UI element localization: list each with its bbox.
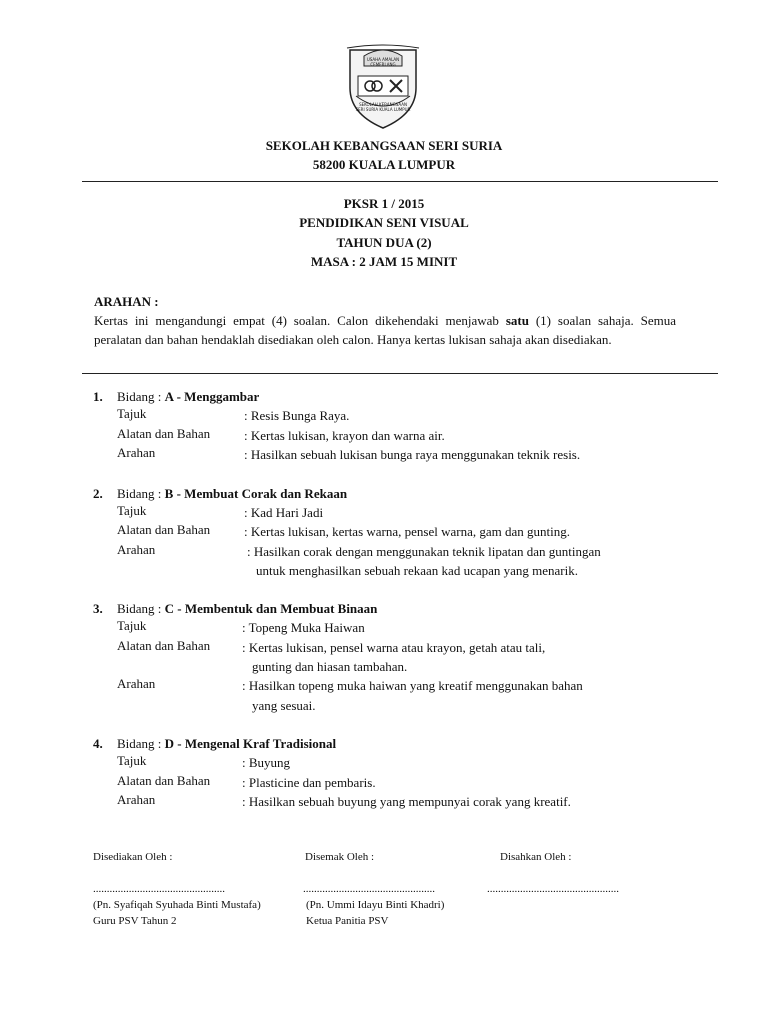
approved-by-label: Disahkan Oleh : — [500, 851, 572, 863]
checked-by-label: Disemak Oleh : — [305, 851, 375, 863]
question-number: 2. — [93, 486, 103, 501]
instructions-text-part-1: Kertas ini mengandungi empat (4) soalan. Calon dikehendaki menjawab — [94, 313, 506, 328]
tajuk-label: Tajuk — [117, 406, 147, 421]
crest-motto: USAHA AMALAN CEMERLANG — [366, 57, 400, 67]
prepared-by-label: Disediakan Oleh : — [93, 851, 173, 863]
school-crest-icon — [344, 44, 422, 130]
arahan-value-cont: yang sesuai. — [252, 698, 316, 713]
alatan-value: : Kertas lukisan, pensel warna atau krayon, getah atau tali, — [242, 640, 546, 655]
prepared-by-role: Guru PSV Tahun 2 — [93, 915, 177, 927]
arahan-label: Arahan — [117, 542, 156, 557]
crest-ring-text: SEKOLAH KEBANGSAAN SERI SURIA KUALA LUMPUR — [355, 102, 411, 112]
tajuk-label: Tajuk — [117, 753, 147, 768]
tajuk-value: : Topeng Muka Haiwan — [242, 620, 365, 635]
bidang-prefix: Bidang : — [117, 601, 165, 616]
arahan-value: : Hasilkan sebuah lukisan bunga raya menggunakan teknik resis. — [244, 447, 581, 462]
tajuk-label: Tajuk — [117, 503, 147, 518]
instructions-heading: ARAHAN : — [94, 294, 159, 309]
alatan-value: : Plasticine dan pembaris. — [242, 775, 376, 790]
arahan-label: Arahan — [117, 445, 156, 460]
bidang-title: A - Menggambar — [164, 389, 260, 404]
arahan-value: : Hasilkan corak dengan menggunakan teknik lipatan dan guntingan — [247, 544, 601, 559]
tajuk-value: : Kad Hari Jadi — [244, 505, 324, 520]
instructions-text-part-2: (1) soalan sahaja. Semua peralatan dan bahan hendaklah disediakan oleh calon. Hanya kertas lukisan sahaja akan disediakan. — [94, 313, 676, 347]
bidang-prefix: Bidang : — [117, 486, 165, 501]
alatan-value-cont: gunting dan hiasan tambahan. — [252, 659, 408, 674]
prepared-by-name: (Pn. Syafiqah Syuhada Binti Mustafa) — [93, 899, 261, 911]
tajuk-value: : Resis Bunga Raya. — [244, 408, 350, 423]
tajuk-label: Tajuk — [117, 618, 147, 633]
bidang-prefix: Bidang : — [117, 389, 165, 404]
question-number: 3. — [93, 601, 103, 616]
arahan-value: : Hasilkan sebuah buyung yang mempunyai corak yang kreatif. — [242, 794, 571, 809]
instructions-text — [94, 311, 676, 349]
bidang-title: D - Mengenal Kraf Tradisional — [164, 736, 337, 751]
arahan-value: : Hasilkan topeng muka haiwan yang kreatif menggunakan bahan — [242, 678, 583, 693]
alatan-label: Alatan dan Bahan — [117, 638, 211, 653]
instructions-divider — [82, 373, 718, 374]
school-address: 58200 KUALA LUMPUR — [312, 157, 456, 172]
school-name: SEKOLAH KEBANGSAAN SERI SURIA — [265, 138, 503, 153]
bidang-title: B - Membuat Corak dan Rekaan — [164, 486, 348, 501]
approved-signature-line: ................................................ — [487, 883, 619, 895]
exam-code: PKSR 1 / 2015 — [343, 196, 425, 211]
bidang-prefix: Bidang : — [117, 736, 165, 751]
question-number: 1. — [93, 389, 103, 404]
exam-subject: PENDIDIKAN SENI VISUAL — [299, 215, 469, 230]
header-divider — [82, 181, 718, 182]
alatan-value: : Kertas lukisan, krayon dan warna air. — [244, 428, 445, 443]
alatan-label: Alatan dan Bahan — [117, 773, 211, 788]
checked-by-name: (Pn. Ummi Idayu Binti Khadri) — [306, 899, 445, 911]
alatan-label: Alatan dan Bahan — [117, 426, 211, 441]
exam-year: TAHUN DUA (2) — [336, 235, 432, 250]
question-number: 4. — [93, 736, 103, 751]
bidang-title: C - Membentuk dan Membuat Binaan — [164, 601, 378, 616]
arahan-value-cont: untuk menghasilkan sebuah rekaan kad ucapan yang menarik. — [256, 563, 578, 578]
question-bidang — [117, 734, 336, 753]
instructions-text-bold: satu — [505, 313, 529, 328]
tajuk-value: : Buyung — [242, 755, 291, 770]
prepared-signature-line: ................................................ — [93, 883, 225, 895]
question-bidang — [117, 484, 347, 503]
alatan-label: Alatan dan Bahan — [117, 522, 211, 537]
question-bidang — [117, 387, 259, 406]
arahan-label: Arahan — [117, 792, 156, 807]
checked-by-role: Ketua Panitia PSV — [306, 915, 389, 927]
question-bidang — [117, 599, 377, 618]
arahan-label: Arahan — [117, 676, 156, 691]
alatan-value: : Kertas lukisan, kertas warna, pensel warna, gam dan gunting. — [244, 524, 570, 539]
exam-time: MASA : 2 JAM 15 MINIT — [310, 254, 458, 269]
checked-signature-line: ................................................ — [303, 883, 435, 895]
